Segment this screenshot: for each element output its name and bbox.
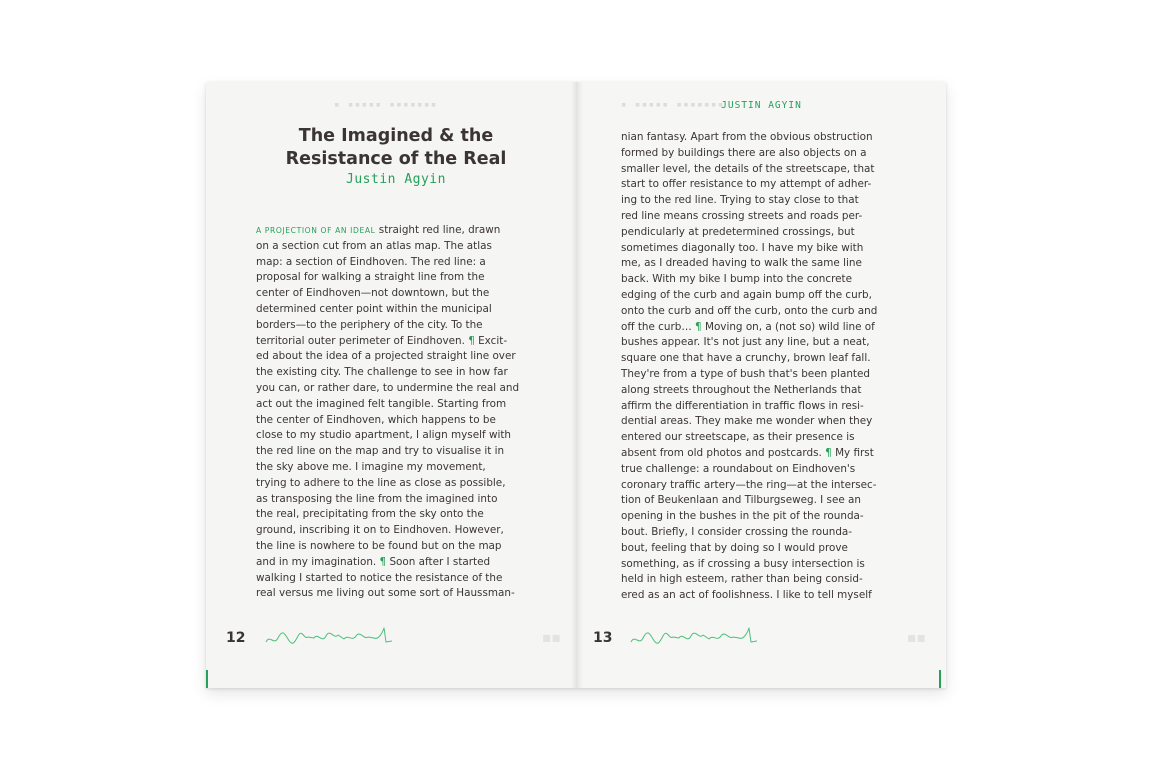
body-line: center of Eindhoven—not downtown, but the — [256, 287, 490, 300]
body-line: something, as if crossing a busy intersection is — [621, 557, 865, 570]
body-line: the existing city. The challenge to see in how far — [256, 366, 508, 379]
body-line: trying to adhere to the line as close as possible, — [256, 476, 506, 489]
body-line: true challenge: a roundabout on Eindhoven's — [621, 462, 856, 475]
body-line: real versus me living out some sort of Haussman- — [256, 587, 515, 600]
page-number: 13 — [593, 630, 613, 646]
body-line: proposal for walking a straight line from the — [256, 271, 485, 284]
pilcrow-icon: ¶ — [825, 446, 832, 459]
section-kicker: A PROJECTION OF AN IDEAL — [256, 226, 376, 235]
body-line: square one that have a crunchy, brown leaf fall. — [621, 352, 871, 365]
body-line: act out the imagined felt tangible. Starting from — [256, 397, 507, 410]
body-line: red line means crossing streets and roads per- — [621, 209, 863, 222]
body-line: map: a section of Eindhoven. The red line: a — [256, 255, 486, 268]
article-title — [236, 125, 556, 171]
body-line: dential areas. They make me wonder when they — [621, 415, 873, 428]
body-line: territorial outer perimeter of Eindhoven. ¶ Excit- — [256, 334, 508, 347]
body-line: ing to the red line. Trying to stay close to that — [621, 194, 859, 207]
route-squiggle-icon — [629, 624, 759, 650]
body-line: the center of Eindhoven, which happens to be — [256, 413, 496, 426]
route-squiggle-icon — [264, 624, 394, 650]
show-through-folio: ▪▪ — [907, 630, 926, 646]
body-line: back. With my bike I bump into the concrete — [621, 273, 852, 286]
body-line: walking I started to notice the resistance of the — [256, 571, 503, 584]
body-line: on a section cut from an atlas map. The atlas — [256, 239, 492, 252]
pilcrow-icon: ¶ — [379, 555, 387, 568]
body-line: coronary traffic artery—the ring—at the intersec- — [621, 478, 877, 491]
running-head: JUSTIN AGYIN — [721, 100, 802, 111]
body-line: you can, or rather dare, to undermine the real and — [256, 381, 520, 394]
body-line: and in my imagination. ¶ Soon after I started — [256, 555, 491, 568]
author-name: Justin Agyin — [346, 172, 446, 187]
body-line: as transposing the line from the imagined into — [256, 492, 498, 505]
body-line: close to my studio apartment, I align myself with — [256, 429, 512, 442]
body-line: held in high esteem, rather than being consid- — [621, 573, 863, 586]
show-through-header: ▪ ▪▪▪▪▪ ▪▪▪▪▪▪▪ — [334, 100, 438, 110]
body-line: ed about the idea of a projected straight line over — [256, 350, 516, 363]
body-line: bushes appear. It's not just any line, but a neat, — [621, 336, 870, 349]
body-line: ground, inscribing it on to Eindhoven. However, — [256, 524, 504, 537]
body-line: borders—to the periphery of the city. To the — [256, 318, 483, 331]
body-line: A PROJECTION OF AN IDEAL straight red line, drawn — [256, 224, 501, 236]
body-line: off the curb… ¶ Moving on, a (not so) wild line of — [621, 320, 875, 333]
left-body-text — [256, 223, 546, 602]
body-line: pendicularly at predetermined crossings, but — [621, 225, 855, 238]
body-line: bout. Briefly, I consider crossing the rounda- — [621, 525, 853, 538]
body-line: smaller level, the details of the streetscape, that — [621, 162, 875, 175]
body-line: tion of Beukenlaan and Tilburgseweg. I see an — [621, 494, 862, 507]
page-number: 12 — [226, 630, 246, 646]
body-line: the real, precipitating from the sky onto the — [256, 508, 484, 521]
body-line: me, as I dreaded having to walk the same line — [621, 257, 862, 270]
body-line: the sky above me. I imagine my movement, — [256, 460, 486, 473]
body-line: edging of the curb and again bump off the curb, — [621, 288, 872, 301]
body-line: the red line on the map and try to visualise it in — [256, 445, 505, 458]
body-line: the line is nowhere to be found but on the map — [256, 539, 502, 552]
body-line: along streets throughout the Netherlands that — [621, 383, 862, 396]
left-page — [206, 82, 575, 688]
body-line: ered as an act of foolishness. I like to tell myself — [621, 589, 872, 602]
body-line: formed by buildings there are also objects on a — [621, 146, 867, 159]
body-line: entered our streetscape, as their presence is — [621, 431, 855, 444]
body-line: onto the curb and off the curb, onto the curb and — [621, 304, 878, 317]
right-body-text — [621, 130, 911, 604]
title-line-2: Resistance of the Real — [285, 149, 507, 169]
body-line: absent from old photos and postcards. ¶ My first — [621, 446, 874, 459]
body-line: nian fantasy. Apart from the obvious obstruction — [621, 131, 873, 143]
body-line: sometimes diagonally too. I have my bike with — [621, 241, 864, 254]
pilcrow-icon: ¶ — [468, 334, 475, 347]
body-line: bout, feeling that by doing so I would prove — [621, 541, 848, 554]
body-line: opening in the bushes in the pit of the rounda- — [621, 510, 864, 523]
show-through-folio: ▪▪ — [542, 630, 561, 646]
open-booklet — [206, 82, 946, 688]
edge-color-mark — [206, 670, 208, 688]
edge-color-mark — [939, 670, 941, 688]
body-line: determined center point within the municipal — [256, 302, 492, 315]
body-line: start to offer resistance to my attempt of adher- — [621, 178, 872, 191]
body-line: They're from a type of bush that's been planted — [621, 367, 870, 380]
book-gutter — [571, 82, 583, 688]
right-page — [577, 82, 946, 688]
title-line-1: The Imagined & the — [298, 126, 494, 146]
show-through-header: ▪ ▪▪▪▪▪ ▪▪▪▪▪▪▪ — [621, 100, 725, 110]
pilcrow-icon: ¶ — [695, 320, 702, 333]
body-line: affirm the differentiation in traffic flows in resi- — [621, 399, 864, 412]
